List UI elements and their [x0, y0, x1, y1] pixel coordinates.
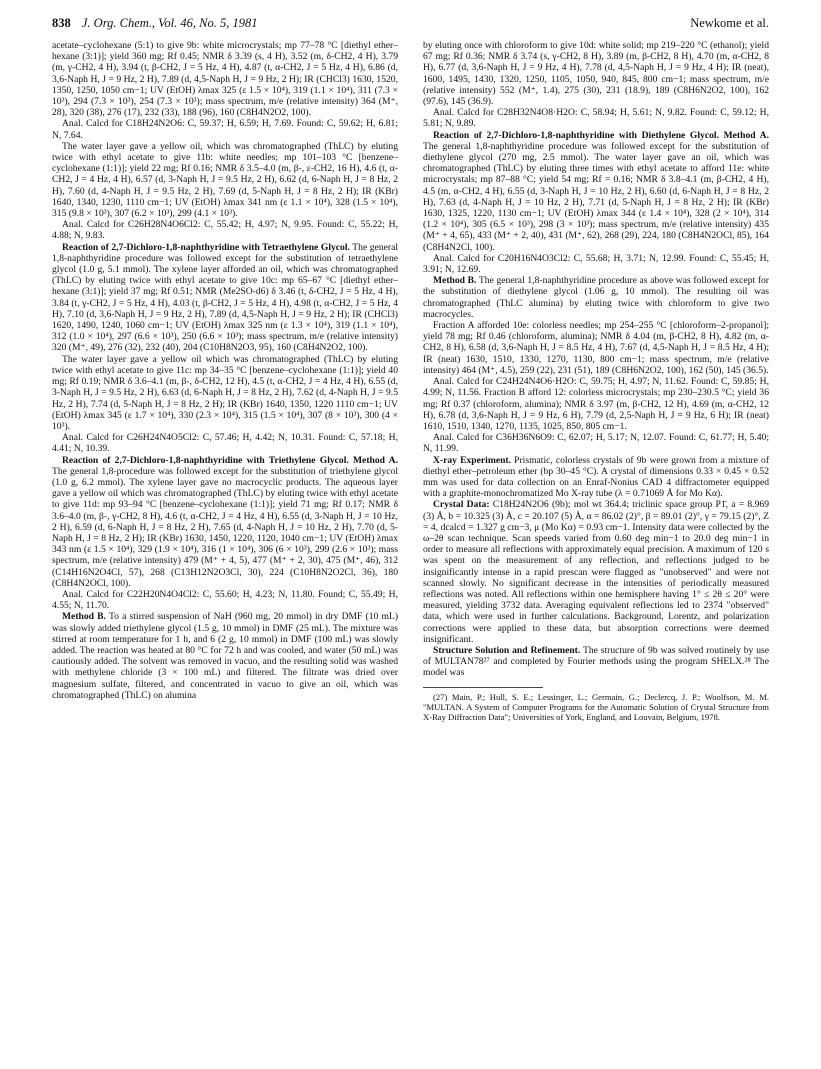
right-paragraph-0 [423, 40, 769, 107]
paragraph-text: The water layer gave a yellow oil, which was chromatographed (ThLC) by eluting twice with ethyl acetate to give 11b: white needles; mp 101–103 °C [benzene–cyclohexane (1:1)]; yield 22 mg; Rf 0.16; NMR δ 3.5–4.0 (m, β-, ε-CH2, 16 H), 4.6 (t, α-CH2, J = 4 Hz, 4 H), 6.57 (d, 3-Naph H, J = 9.5 Hz, 2 H), 6.62 (d, 6-Naph H, J = 8 Hz, 2 H), 7.60 (d, 4-Naph H, J = 9.5 Hz, 2 H), 7.69 (d, 5-Naph H, J = 8 Hz, 2 H); IR (KBr) 1640, 1340, 1230, 1110 cm−1; UV (EtOH) λmax 341 nm (ε 1.1 × 10⁴), 328 (1.5 × 10⁴), 315 (9.8 × 10³), 307 (6.2 × 10³), 299 (4.1 × 10³). [52, 140, 398, 220]
left-column [52, 40, 398, 701]
right-paragraph-6 [423, 376, 769, 432]
paragraph-text: Anal. Calcd for C26H28N4O6Cl2: C, 55.42; H, 4.97; N, 9.95. Found: C, 55.22; H, 4.88; N, 9.83. [52, 219, 398, 242]
paragraph-text: The structure of 9b was solved routinely by use of MULTAN78²⁷ and completed by Fourier methods using the program SHELX.²⁸ The model was [423, 644, 769, 679]
left-paragraph-5 [52, 354, 398, 432]
right-paragraph-5 [423, 320, 769, 376]
paragraph-text: The general 1,8-naphthyridine procedure was followed except for the substitution of diethylene glycol (270 mg, 2.5 mmol). The water layer gave an oil, which was chromatographed (ThLC) by eluting three times with ethyl acetate to afford 11e: white microcrystals; mp 87–88 °C; yield 54 mg; Rf = 0.16; NMR δ 3.8–4.1 (m, β-CH2, 4 H), 4.5 (m, α-CH2, 4 H), 6.55 (d, 3-Naph H, J = 10 Hz, 2 H), 6.60 (d, 6-Naph H, J = 8 Hz, 2 H), 7.63 (d, 4-Naph H, J = 10 Hz, 2 H), 7.71 (d, 5-Naph H, J = 8 Hz, 2 H); IR (KBr) 1630, 1325, 1220, 1130 cm−1; UV (EtOH) λmax 344 (ε 1.4 × 10⁴), 328 (2 × 10⁴), 314 (1.2 × 10⁴), 305 (6.5 × 10³), 298 (3 × 10³); mass spectrum, m/e (relative intensity) 435 (M⁺ + 4, 65), 433 (M⁺ + 2, 40), 431 (M⁺, 62), 268 (29), 224, 180 (C8H4N2OCl, 85), 164 (C8H4N2Cl, 100). [423, 140, 769, 253]
right-paragraph-1 [423, 107, 769, 129]
paragraph-text: Anal. Calcd for C26H24N4O5Cl2: C, 57.46; H, 4.42; N, 10.31. Found: C, 57.18; H, 4.41; N, 10.39. [52, 432, 398, 455]
paragraph-text: The water layer gave a yellow oil which was chromatographed (ThLC) by eluting twice with ethyl acetate to give 11c: mp 34–35 °C [benzene–cyclohexane (1:1)]; yield 40 mg; Rf 0.19; NMR δ 3.6–4.1 (m, β-, δ-CH2, 12 H), 4.5 (t, α-CH2, J = 4 Hz, 4 H), 6.55 (d, 3-Naph H, J = 9.5 Hz, 2 H), 6.63 (d, 6-Naph H, J = 8 Hz, 2 H), 7.62 (d, 4-Naph H, J = 9.5 Hz, 2 H), 7.74 (d, 5-Naph H, J = 8 Hz, 2 H); IR (KBr) 1640, 1350, 1220 1110 cm−1; UV (EtOH) λmax 345 (ε 1.7 × 10⁴), 330 (2.3 × 10⁴), 315 (1.5 × 10⁴), 307 (8 × 10³), 300 (4 × 10³). [52, 353, 398, 432]
footnote-27: (27) Main, P.; Hull, S. E.; Lessinger, L.; Germain, G.; Declercq, J. P.; Woolfson, M. M. "MULTAN. A System of Computer Programs for the Automatic Solution of Crystal Structure from X-Ray Diffraction Data"; Universities of York, England, and Louvain, Belgium, 1978. [423, 691, 769, 722]
header-authors: Newkome et al. [690, 16, 769, 30]
section-heading: Crystal Data: [433, 499, 490, 511]
paragraph-text: To a stirred suspension of NaH (960 mg, 20 mmol) in dry DMF (10 mL) was slowly added triethylene glycol (1.5 g, 10 mmol) in DMF (25 mL). The mixture was stirred at room temperature for 1 h, and 6 (2 g, 10 mmol) in DMF (100 mL) was slowly added. The reaction was heated at 80 °C for 72 h and was cooled, and water (50 mL) was cautiously added. The solvent was removed in vacuo, and the resulting solid was washed with methylene chloride (3 × 100 mL) and filtered. The filtrate was dried over magnesium sulfate, filtered, and concentrated in vacuo to give an oil, which was chromatographed (ThLC) on alumina [52, 611, 399, 701]
right-column-body [423, 40, 769, 679]
section-heading: Reaction of 2,7-Dichloro-1,8-naphthyridine with Diethylene Glycol. Method A. [433, 129, 769, 141]
right-paragraph-9 [423, 499, 769, 645]
left-paragraph-3 [52, 219, 398, 241]
paragraph-text: The general 1,8-naphthyridine procedure was followed except for the substitution of tetraethylene glycol (1.0 g, 5.1 mmol). The xylene layer afforded an oil, which was chromatographed (ThLC) by eluting twice with ethyl acetate to give 10c: mp 65–67 °C [diethyl ether–hexane (3:1)]; yield 37 mg; Rf 0.51; NMR (Me2SO-d6) δ 3.46 (t, δ-CH2, J = 5 Hz, 4 H), 3.84 (t, γ-CH2, J = 5 Hz, 4 H), 4.03 (t, β-CH2, J = 5 Hz, 4 H), 4.98 (t, α-CH2, J = 5 Hz, 4 H), 7.10 (d, 3,6-Naph H, J = 9 Hz, 2 H), 7.89 (d, 4,5-Naph H, J = 9 Hz, 2 H); IR (CHCl3) 1620, 1490, 1240, 1060 cm−1; UV (EtOH) λmax 325 nm (ε 1.3 × 10⁴), 319 (1.1 × 10⁴), 312 (1.0 × 10⁴), 297 (6.6 × 10³), 250 (6.6 × 10³); mass spectrum, m/e (relative intensity) 320 (M⁺, 49), 276 (32), 232 (40), 204 (C10H8N2O3, 95), 160 (C8H4N2O2, 100). [52, 241, 398, 354]
paragraph-text: C18H24N2O6 (9b); mol wt 364.4; triclinic space group P1̄, a = 8.969 (3) Å, b = 10.325 (3) Å, c = 20.107 (5) Å, α = 86.02 (2)°, β = 89.01 (2)°, γ = 79.15 (2)°, Z = 4, dcalcd = 1.327 g cm−3, μ (Mo Kα) = 0.93 cm−1. Intensity data were collected by the ω–2θ scan technique. Scan speeds varied from 0.60 deg min−1 to 20.0 deg min−1 in order to measure all reflections with approximately equal precision. A maximum of 120 s was spent on the measurement of any reflection, and reflections judged to be insignificantly intense in a rapid prescan were flagged as "unobserved" and were not scanned slowly. No significant decrease in the intensities of periodically measured reflections was noted. All reflections within one hemisphere having 1° ≤ 2θ ≤ 20° were measured, yielding 3732 data. Averaging equivalent reflections led to 2374 "observed" data, which were used in further calculations. Background, Lorentz, and polarization corrections were applied to these data, but absorption corrections were deemed insignificant. [423, 499, 769, 645]
paragraph-text: Anal. Calcd for C24H24N4O6·H2O: C, 59.75; H, 4.97; N, 11.62. Found: C, 59.85; H, 4.99; N, 11.56. Fraction B afford 12: colorless microcrystals; mp 230–230.5 °C; yield 36 mg; Rf 0.37 (chloroform, alumina); NMR δ 3.97 (m, β-CH2, 12 H), 4.69 (m, α-CH2, 12 H), 6.78 (d, 3,6-Naph H, J = 9 Hz, 6 H), 7.79 (d, 2,5-Naph H, J = 9 Hz, 6 H); IR (neat) 1610, 1510, 1340, 1270, 1135, 1025, 850, 805 cm−1. [423, 376, 769, 432]
left-paragraph-8 [52, 589, 398, 611]
journal-citation: J. Org. Chem., Vol. 46, No. 5, 1981 [81, 16, 258, 30]
paragraph-text: Anal. Calcd for C18H24N2O6: C, 59.37; H, 6.59; H, 7.69. Found: C, 59.62; H, 6.81; N, 7.64. [52, 118, 398, 141]
right-paragraph-4 [423, 275, 769, 320]
paragraph-text: Anal. Calcd for C22H20N4O4Cl2: C, 55.60; H, 4.23; N, 11.80. Found; C, 55.49; H, 4.55; N, 11.70. [52, 588, 398, 612]
left-paragraph-7 [52, 455, 398, 589]
left-paragraph-2 [52, 141, 398, 219]
right-paragraph-7 [423, 432, 769, 454]
paragraph-text: Anal. Calcd for C20H16N4O3Cl2: C, 55.68; H, 3.71; N, 12.99. Found: C, 55.45; H, 3.91; N, 12.69. [423, 252, 769, 276]
right-paragraph-3 [423, 253, 769, 275]
section-heading: X-ray Experiment. [433, 454, 512, 466]
paragraph-text: acetate–cyclohexane (5:1) to give 9b: white microcrystals; mp 77–78 °C [diethyl ether–hexane (3:1)]; yield 360 mg; Rf 0.45; NMR δ 3.39 (s, 4 H), 3.52 (m, δ-CH2, 4 H), 3.79 (m, γ-CH2, 4 H), 3.94 (t, β-CH2, J = 5 Hz, 4 H), 4.87 (t, α-CH2, J = 5 Hz, 4 H), 6.86 (d, 3,6-Naph H, J = 9 Hz, 2 H), 7.89 (d, 4,5-Naph H, J = 9 Hz, 2 H); IR (CHCl3) 1630, 1520, 1350, 1250, 1050 cm−1; UV (EtOH) λmax 325 (ε 1.5 × 10⁴), 319 (1.1 × 10⁴), 311 (7.3 × 10³), 294 (7.3 × 10³), 254 (7.3 × 10³); mass spectrum, m/e (relative intensity) 364 (M⁺, 28), 320 (38), 276 (17), 232 (33), 188 (96), 160 (C8H4N2O2, 100). [52, 40, 398, 119]
page-number: 838 [52, 16, 71, 30]
paragraph-text: Anal. Calcd for C28H32N4O8·H2O: C, 58.94; H, 5.61; N, 9.82. Found: C, 59.12; H, 5.81; N, 9.89. [423, 107, 769, 130]
section-heading: Reaction of 2,7-Dichloro-1,8-naphthyridine with Tetraethylene Glycol. [62, 241, 350, 253]
section-heading: Method B. [433, 275, 477, 287]
right-column [423, 40, 769, 722]
paragraph-text: Anal. Calcd for C36H36N6O9: C, 62.07; H, 5.17; N, 12.07. Found: C, 61.77; H, 5.40; N, 11.99. [423, 432, 769, 455]
right-paragraph-2 [423, 130, 769, 253]
paragraph-text: Prismatic, colorless crystals of 9b were grown from a mixture of diethyl ether–petroleum ether (bp 30–45 °C). A crystal of dimensions 0.33 × 0.45 × 0.52 mm was used for data collection on an Enraf-Nonius CAD 4 diffractometer equipped with a graphite-monochromatized Mo X-ray tube (λ = 0.71069 Å for Mo Kα). [423, 454, 770, 500]
paragraph-text: The general 1,8-procedure was followed except for the substitution of triethylene glycol (1.0 g, 6.2 mmol). The xylene layer gave no macrocyclic products. The aqueous layer gave a yellow oil which was chromatographed (ThLC) by eluting twice with ethyl acetate to give 11d: mp 93–94 °C [benzene–cyclohexane (1:1)]; yield 71 mg; Rf 0.17; NMR δ 3.6–4.0 (m, β-, γ-CH2, 8 H), 4.6 (t, α-CH2, J = 4 Hz, 4 H), 6.55 (d, 3-Naph H, J = 10 Hz, 2 H), 6.59 (d, 6-Naph H, J = 8 Hz, 2 H), 7.65 (d, 4-Naph H, J = 10 Hz, 2 H), 7.70 (d, 5-Naph H, J = 8 Hz, 2 H); IR (KBr) 1630, 1450, 1220, 1120, 1040 cm−1; UV (EtOH) λmax 343 nm (ε 1.5 × 10⁴), 329 (1.9 × 10⁴), 316 (1 × 10⁴), 306 (6 × 10³), 299 (2.6 × 10³); mass spectrum, m/e (relative intensity) 479 (M⁺ + 4, 5), 477 (M⁺ + 2, 30), 475 (M⁺, 46), 312 (C14H16N2O4Cl, 57), 268 (C13H12N2O3Cl, 30), 224 (C10H8N2O2Cl, 36), 180 (C8H4N2OCl, 100). [52, 465, 398, 589]
right-paragraph-8 [423, 455, 769, 500]
page-header [52, 16, 769, 34]
paragraph-text: The general 1,8-naphthyridine procedure as above was followed except for the substitution of diethylene glycol (1.06 g, 10 mmol). The resulting oil was chromatographed (ThLC alumina) by eluting twice with chloroform to give two macrocycles. [423, 275, 769, 320]
left-paragraph-1 [52, 118, 398, 140]
section-heading: Structure Solution and Refinement. [433, 644, 581, 656]
footnote-rule [423, 687, 543, 688]
header-left [52, 16, 257, 31]
section-heading: Method B. [62, 611, 106, 623]
left-paragraph-6 [52, 432, 398, 454]
paragraph-text: by eluting once with chloroform to give 10d: white solid; mp 219–220 °C (ethanol); yield 67 mg; Rf 0.36; NMR δ 3.74 (s, γ-CH2, 8 H), 3.89 (m, β-CH2, 8 H), 4.70 (m, α-CH2, 8 H), 6.77 (d, 3,6-Naph H, J = 9 Hz, 4 H), 7.78 (d, 4,5-Naph H, J = 9 Hz, 4 H); IR (neat), 1600, 1495, 1430, 1320, 1250, 1105, 1050, 940, 845, 800 cm−1; mass spectrum, m/e (relative intensity) 552 (M⁺, 1.4), 275 (30), 231 (18.9), 189 (C8H6N2O2, 100), 162 (97.6), 145 (36.9). [423, 40, 769, 108]
left-paragraph-9 [52, 611, 398, 701]
paragraph-text: Fraction A afforded 10e: colorless needles; mp 254–255 °C [chloroform–2-propanol]; yield 78 mg; Rf 0.46 (chloroform, alumina); NMR δ 4.04 (m, β-CH2, 8 H), 4.82 (m, α-CH2, 8 H), 6.58 (d, 3,6-Naph H, J = 8.5 Hz, 4 H), 7.67 (d, 4,5-Naph H, J = 8.5 Hz, 4 H); IR (neat) 1630, 1510, 1330, 1270, 1130, 800 cm−1; mass spectrum, m/e (relative intensity) 464 (M⁺, 4.5), 259 (22), 231 (51), 189 (C8H6N2O2, 100), 162 (50), 145 (36.5). [423, 320, 769, 376]
right-paragraph-10 [423, 645, 769, 679]
left-paragraph-4 [52, 242, 398, 354]
left-paragraph-0 [52, 40, 398, 118]
section-heading: Reaction of 2,7-Dichloro-1,8-naphthyridine with Triethylene Glycol. Method A. [62, 454, 398, 466]
